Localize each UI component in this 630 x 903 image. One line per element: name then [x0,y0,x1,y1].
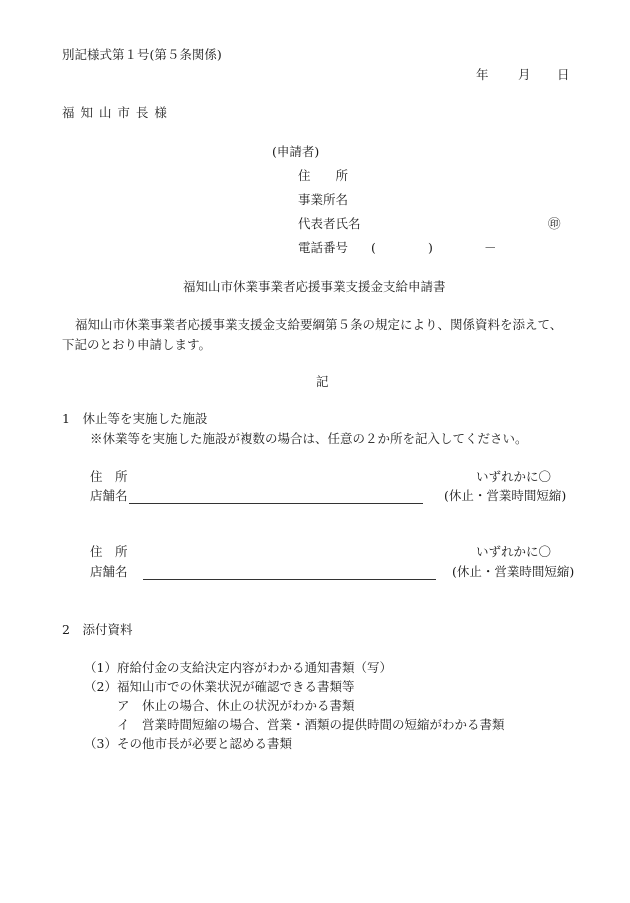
attachment-item-3: （3）その他市長が必要と認める書類 [84,736,292,751]
attachment-item-1: （1）府給付金の支給決定内容がわかる通知書類（写） [84,660,392,675]
section2-heading: 2 添付資料 [62,622,133,637]
form-label: 別記様式第１号(第５条関係) [62,47,222,62]
facility2-address-label: 住 所 [90,544,128,559]
intro-line-2: 下記のとおり申請します。 [62,337,212,352]
intro-line-1: 福知山市休業事業者応援事業支援金支給要綱第５条の規定により、関係資料を添えて、 [75,317,563,332]
applicant-representative-label: 代表者氏名 [298,216,361,231]
phone-close-paren: ) [428,240,433,255]
date-day: 日 [557,67,570,82]
applicant-heading: (申請者) [272,144,320,159]
ki-heading: 記 [316,374,329,389]
attachment-item-2b: イ 営業時間短縮の場合、営業・酒類の提供時間の短縮がわかる書類 [117,717,505,732]
facility1-address-label: 住 所 [90,469,128,484]
phone-dash: － [484,240,497,255]
facility2-shop-name-line[interactable] [143,579,436,580]
facility1-choose-label: いずれかに〇 [476,469,552,484]
section1-heading: 1 休止等を実施した施設 [62,411,208,426]
attachment-item-2: （2）福知山市での休業状況が確認できる書類等 [84,679,355,694]
document-title: 福知山市休業事業者応援事業支援金支給申請書 [183,279,446,294]
applicant-phone-label: 電話番号 [298,240,349,255]
facility2-choose-label: いずれかに〇 [476,544,552,559]
seal-mark: ㊞ [548,216,561,231]
applicant-address-label: 住 所 [298,168,349,183]
phone-open-paren: ( [371,240,376,255]
addressee: 福 知 山 市 長 様 [62,105,168,120]
attachment-item-2a: ア 休止の場合、休止の状況がわかる書類 [117,698,355,713]
section1-note: ※休業等を実施した施設が複数の場合は、任意の２か所を記入してください。 [90,431,528,446]
date-year: 年 [476,67,489,82]
facility1-shop-label: 店舗名 [90,488,128,503]
facility2-options: (休止・営業時間短縮) [452,564,575,579]
date-month: 月 [518,67,531,82]
facility1-options: (休止・営業時間短縮) [444,488,567,503]
applicant-business-label: 事業所名 [298,192,349,207]
facility1-shop-name-line[interactable] [129,503,423,504]
facility2-shop-label: 店舗名 [90,564,128,579]
